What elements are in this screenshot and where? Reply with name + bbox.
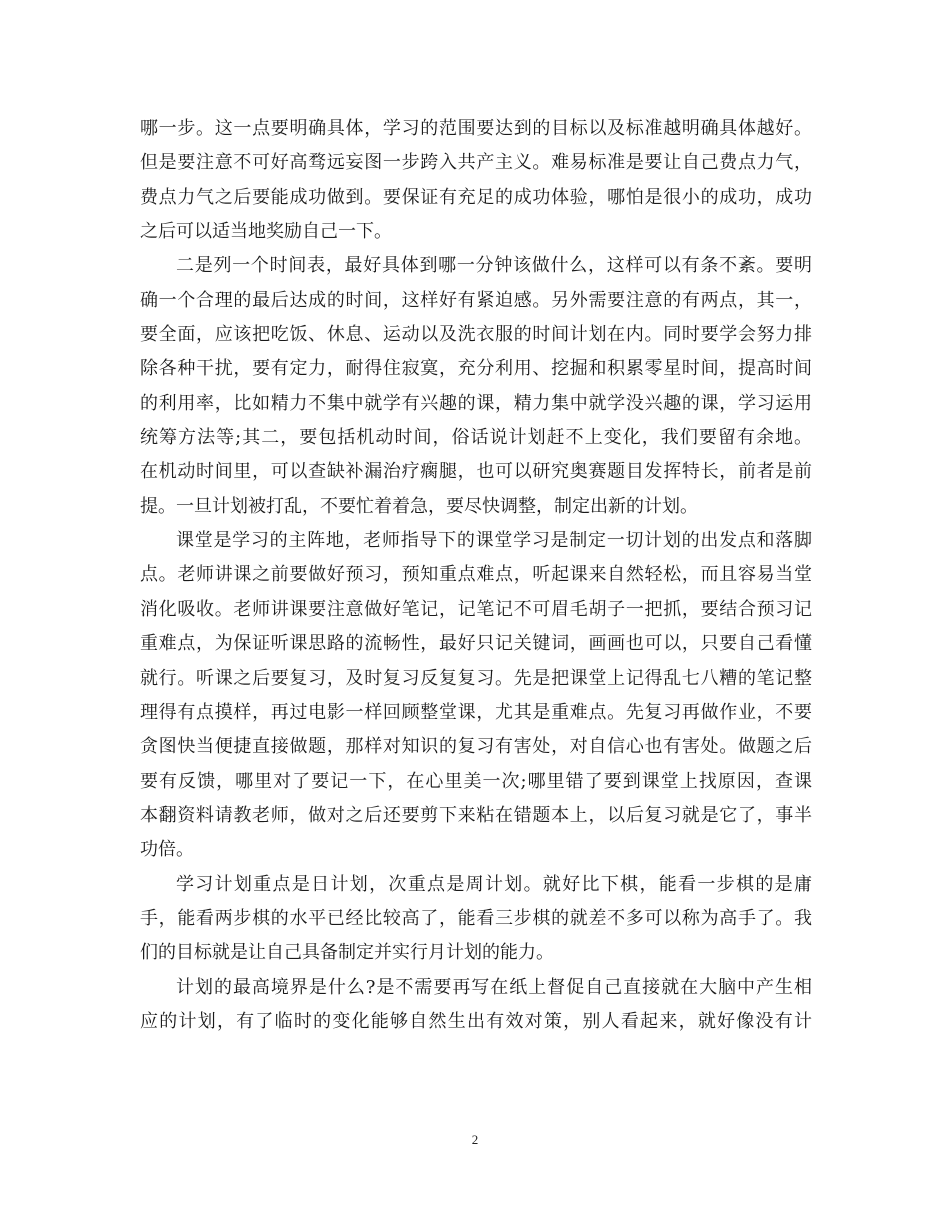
text-line: 们的目标就是让自己具备制定并实行月计划的能力。 bbox=[140, 942, 554, 964]
paragraph bbox=[140, 524, 812, 867]
paragraph bbox=[140, 971, 812, 1040]
text-line: 应的计划，有了临时的变化能够自然生出有效对策，别人看起来，就好像没有计 bbox=[140, 1010, 812, 1032]
text-line: 重难点，为保证听课思路的流畅性，最好只记关键词，画画也可以，只要自己看懂 bbox=[140, 633, 812, 655]
text-line: 哪一步。这一点要明确具体，学习的范围要达到的目标以及标准越明确具体越好。 bbox=[140, 118, 812, 139]
text-line: 消化吸收。老师讲课要注意做好笔记，记笔记不可眉毛胡子一把抓，要结合预习记 bbox=[140, 598, 812, 620]
text-line: 统筹方法等;其二，要包括机动时间，俗话说计划赶不上变化，我们要留有余地。 bbox=[140, 427, 812, 449]
text-line: 计划的最高境界是什么?是不需要再写在纸上督促自己直接就在大脑中产生相 bbox=[176, 976, 812, 998]
text-line: 要全面，应该把吃饭、休息、运动以及洗衣服的时间计划在内。同时要学会努力排 bbox=[140, 324, 812, 346]
text-line: 的利用率，比如精力不集中就学有兴趣的课，精力集中就学没兴趣的课，学习运用 bbox=[140, 392, 812, 414]
text-line: 课堂是学习的主阵地，老师指导下的课堂学习是制定一切计划的出发点和落脚 bbox=[176, 530, 812, 552]
text-line: 之后可以适当地奖励自己一下。 bbox=[140, 221, 392, 243]
text-line: 二是列一个时间表，最好具体到哪一分钟该做什么，这样可以有条不紊。要明 bbox=[176, 255, 812, 277]
text-line: 功倍。 bbox=[140, 839, 194, 861]
text-line: 学习计划重点是日计划，次重点是周计划。就好比下棋，能看一步棋的是庸 bbox=[176, 873, 812, 895]
text-line: 点。老师讲课之前要做好预习，预知重点难点，听起课来自然轻松，而且容易当堂 bbox=[140, 564, 812, 586]
text-line: 本翻资料请教老师，做对之后还要剪下来粘在错题本上，以后复习就是它了，事半 bbox=[140, 804, 812, 826]
text-line: 费点力气之后要能成功做到。要保证有充足的成功体验，哪怕是很小的成功，成功 bbox=[140, 186, 812, 208]
text-line: 手，能看两步棋的水平已经比较高了，能看三步棋的就差不多可以称为高手了。我 bbox=[140, 907, 812, 929]
text-line: 在机动时间里，可以查缺补漏治疗瘸腿，也可以研究奥赛题目发挥特长，前者是前 bbox=[140, 461, 812, 483]
text-line: 贪图快当便捷直接做题，那样对知识的复习有害处，对自信心也有害处。做题之后 bbox=[140, 736, 812, 758]
text-line: 但是要注意不可好高骛远妄图一步跨入共产主义。难易标准是要让自己费点力气， bbox=[140, 152, 812, 174]
document-body bbox=[140, 112, 812, 1039]
paragraph bbox=[140, 868, 812, 971]
paragraph bbox=[140, 112, 812, 249]
page-number: 2 bbox=[471, 1132, 479, 1147]
text-line: 提。一旦计划被打乱，不要忙着着急，要尽快调整，制定出新的计划。 bbox=[140, 495, 698, 517]
text-line: 除各种干扰，要有定力，耐得住寂寞，充分利用、挖掘和积累零星时间，提高时间 bbox=[140, 358, 812, 380]
text-line: 要有反馈，哪里对了要记一下，在心里美一次;哪里错了要到课堂上找原因，查课 bbox=[140, 770, 812, 792]
text-line: 理得有点摸样，再过电影一样回顾整堂课，尤其是重难点。先复习再做作业，不要 bbox=[140, 701, 812, 723]
paragraph bbox=[140, 249, 812, 524]
text-line: 就行。听课之后要复习，及时复习反复复习。先是把课堂上记得乱七八糟的笔记整 bbox=[140, 667, 812, 689]
text-line: 确一个合理的最后达成的时间，这样好有紧迫感。另外需要注意的有两点，其一， bbox=[140, 289, 812, 311]
